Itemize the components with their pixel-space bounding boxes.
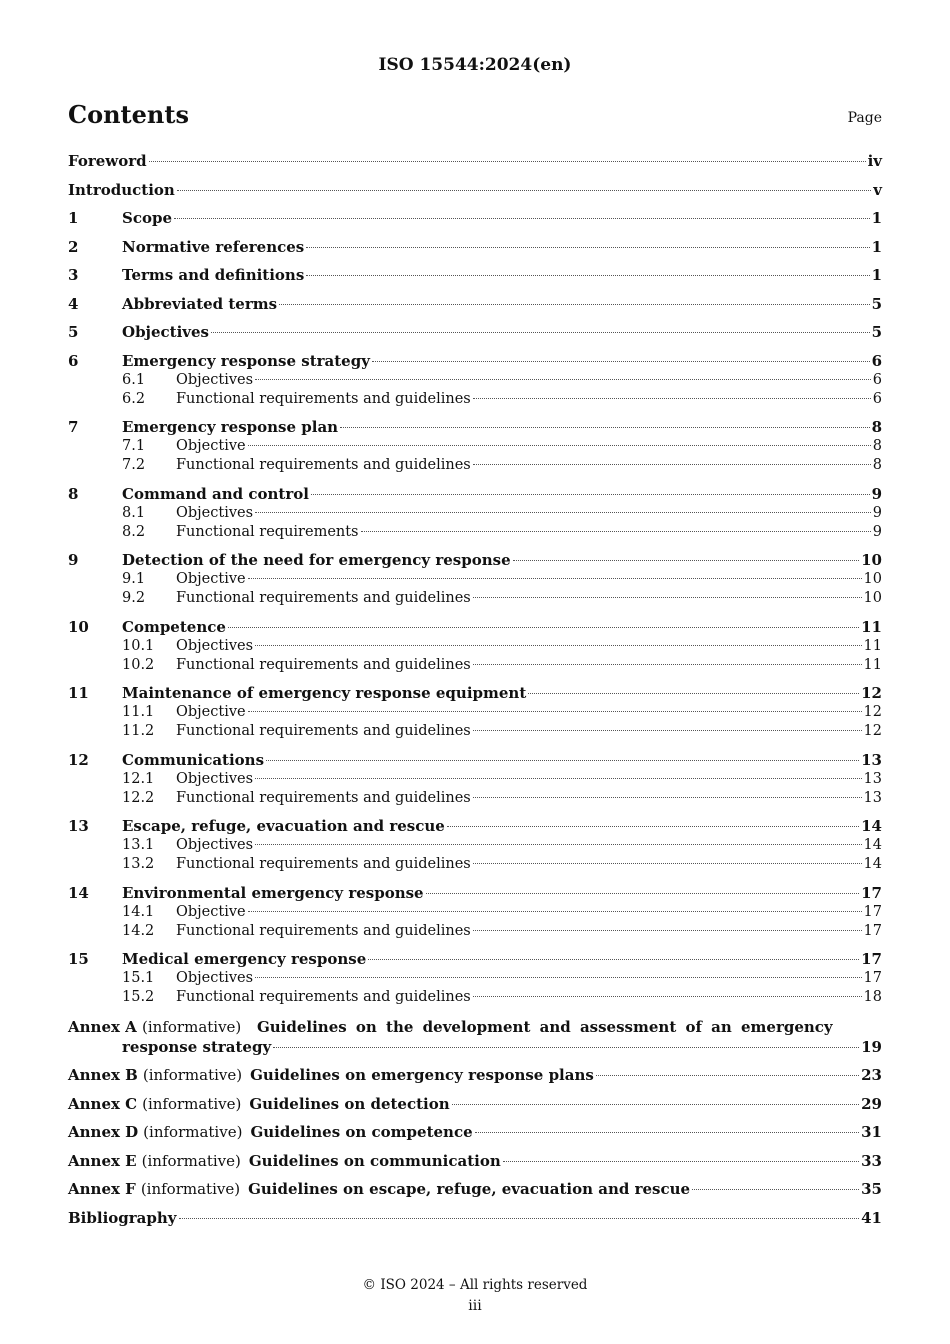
clause-number: 12	[68, 750, 89, 769]
toc-entry-clause-8[interactable]	[68, 485, 882, 504]
toc-entry-page: 11	[863, 637, 882, 654]
clause-number: 2	[68, 237, 79, 256]
clause-number: 14	[68, 883, 89, 902]
toc-entry-clause-10[interactable]	[68, 618, 882, 637]
toc-entry-title: Emergency response plan	[122, 418, 339, 436]
dot-leader	[306, 275, 869, 276]
dot-leader	[279, 304, 869, 305]
toc-entry-page: 9	[872, 523, 882, 540]
toc-entry-page: 9	[872, 504, 882, 521]
toc-entry-annex-b[interactable]	[68, 1066, 882, 1085]
toc-entry-bibliography[interactable]	[68, 1209, 882, 1228]
dot-leader	[255, 977, 862, 978]
dot-leader	[426, 893, 860, 894]
dot-leader	[255, 379, 871, 380]
dot-leader	[255, 844, 862, 845]
toc-entry-clause-12[interactable]	[68, 751, 882, 770]
toc-entry-title: Guidelines on the development and assessment of an emergency	[256, 1017, 833, 1036]
subclause-number: 9.1	[122, 571, 146, 587]
toc-entry-subclause-8-2[interactable]	[68, 523, 882, 542]
toc-entry-clause-1[interactable]	[68, 209, 882, 228]
toc-entry-clause-5[interactable]	[68, 323, 882, 342]
table-of-contents	[68, 152, 882, 1228]
dot-leader	[248, 578, 862, 579]
toc-entry-page: 11	[861, 617, 882, 636]
toc-entry-clause-4[interactable]	[68, 295, 882, 314]
toc-entry-page: 17	[863, 922, 882, 939]
toc-entry-title: Guidelines on competence	[250, 1123, 473, 1141]
toc-entry-title: Abbreviated terms	[122, 294, 278, 313]
toc-entry-title: Objectives	[176, 770, 254, 787]
toc-entry-subclause-12-2[interactable]	[68, 789, 882, 808]
annex-type: (informative)	[142, 1094, 242, 1113]
toc-entry-title: Functional requirements and guidelines	[176, 390, 471, 407]
toc-entry-title: Objectives	[176, 637, 254, 654]
annex-label: Annex E	[68, 1151, 137, 1170]
dot-leader	[528, 693, 859, 694]
clause-number: 7	[68, 418, 79, 436]
subclause-number: 10.1	[122, 637, 155, 654]
toc-entry-title: Detection of the need for emergency response	[122, 551, 511, 569]
toc-entry-subclause-9-2[interactable]	[68, 589, 882, 608]
toc-entry-clause-2[interactable]	[68, 238, 882, 257]
dot-leader	[473, 797, 862, 798]
toc-entry-page: 41	[861, 1208, 882, 1227]
toc-entry-page: 10	[863, 590, 882, 606]
dot-leader	[473, 930, 862, 931]
toc-entry-subclause-13-2[interactable]	[68, 855, 882, 874]
toc-entry-page: 13	[861, 750, 882, 769]
dot-leader	[273, 1047, 859, 1048]
annex-type: (informative)	[140, 1180, 241, 1198]
toc-entry-page: 17	[861, 950, 882, 968]
toc-entry-page: 14	[863, 856, 882, 872]
subclause-number: 13.1	[122, 837, 155, 853]
toc-entry-title: Introduction	[68, 180, 175, 199]
dot-leader	[475, 1132, 860, 1133]
toc-entry-annex-a[interactable]	[68, 1017, 882, 1057]
annex-label: Annex A	[68, 1017, 137, 1036]
subclause-number: 10.2	[122, 656, 155, 673]
page-title: Contents	[68, 100, 189, 129]
toc-entry-page: 18	[863, 989, 882, 1005]
toc-entry-page: 12	[863, 723, 882, 739]
toc-entry-title: Functional requirements and guidelines	[176, 989, 471, 1005]
toc-entry-title: Command and control	[122, 484, 309, 503]
toc-entry-title: Objective	[176, 438, 246, 454]
subclause-number: 12.2	[122, 789, 155, 806]
copyright-footer: © ISO 2024 – All rights reserved	[362, 1277, 588, 1293]
toc-entry-foreword[interactable]	[68, 152, 882, 171]
dot-leader	[473, 464, 871, 465]
annex-type: (informative)	[143, 1123, 243, 1141]
toc-entry-page: 11	[863, 656, 882, 673]
toc-entry-page: 5	[871, 323, 882, 341]
clause-number: 10	[68, 617, 89, 636]
dot-leader	[473, 863, 862, 864]
toc-entry-title: Emergency response strategy	[122, 351, 370, 370]
dot-leader	[361, 531, 871, 532]
toc-entry-title: Functional requirements and guidelines	[176, 656, 471, 673]
toc-entry-title: Objective	[176, 571, 246, 587]
dot-leader	[255, 645, 862, 646]
toc-entry-page: 10	[861, 551, 882, 569]
toc-entry-subclause-7-2[interactable]	[68, 456, 882, 475]
dot-leader	[248, 911, 862, 912]
subclause-number: 6.1	[122, 371, 146, 388]
annex-label: Annex B	[68, 1066, 138, 1084]
dot-leader	[228, 627, 859, 628]
annex-type: (informative)	[142, 1066, 243, 1084]
toc-entry-title: Functional requirements and guidelines	[176, 856, 471, 872]
clause-number: 13	[68, 817, 89, 835]
clause-number: 9	[68, 551, 79, 569]
toc-entry-title: Terms and definitions	[122, 266, 305, 284]
toc-entry-subclause-10-1[interactable]	[68, 637, 882, 656]
dot-leader	[596, 1075, 859, 1076]
clause-number: 3	[68, 266, 79, 284]
dot-leader	[149, 161, 866, 162]
toc-entry-page: 8	[872, 457, 882, 473]
clause-number: 6	[68, 351, 79, 370]
toc-entry-title: Normative references	[122, 237, 305, 256]
toc-entry-page: 1	[871, 237, 882, 256]
toc-entry-title: Functional requirements and guidelines	[176, 723, 471, 739]
dot-leader	[503, 1161, 859, 1162]
toc-entry-subclause-15-1[interactable]	[68, 969, 882, 988]
toc-entry-page: 23	[861, 1066, 882, 1084]
subclause-number: 12.1	[122, 770, 155, 787]
toc-entry-subclause-9-1[interactable]	[68, 570, 882, 589]
subclause-number: 13.2	[122, 856, 155, 872]
clause-number: 5	[68, 323, 79, 341]
annex-label: Annex D	[68, 1123, 139, 1141]
dot-leader	[473, 730, 862, 731]
dot-leader	[473, 664, 862, 665]
dot-leader	[311, 494, 870, 495]
dot-leader	[248, 445, 871, 446]
toc-entry-page: 6	[872, 371, 882, 388]
toc-entry-page: iv	[867, 152, 882, 170]
dot-leader	[340, 427, 869, 428]
toc-entry-title-continued: response strategy	[122, 1037, 272, 1056]
toc-entry-page: 12	[863, 704, 882, 720]
toc-entry-subclause-11-2[interactable]	[68, 722, 882, 741]
subclause-number: 8.2	[122, 523, 146, 540]
dot-leader	[473, 597, 862, 598]
annex-type: (informative)	[142, 1017, 242, 1036]
dot-leader	[211, 332, 870, 333]
page-number: iii	[468, 1298, 482, 1314]
toc-entry-title: Functional requirements and guidelines	[176, 590, 471, 606]
toc-entry-title: Functional requirements and guidelines	[176, 457, 471, 473]
toc-entry-page: 6	[871, 351, 882, 370]
toc-entry-subclause-13-1[interactable]	[68, 836, 882, 855]
toc-entry-title: Guidelines on escape, refuge, evacuation and rescue	[248, 1180, 691, 1198]
subclause-number: 8.1	[122, 504, 146, 521]
annex-label: Annex C	[68, 1094, 138, 1113]
toc-entry-clause-13[interactable]	[68, 817, 882, 836]
toc-entry-title: Medical emergency response	[122, 950, 367, 968]
toc-entry-title: Scope	[122, 209, 173, 227]
toc-entry-page: 14	[863, 837, 882, 853]
toc-entry-title: Guidelines on communication	[248, 1151, 501, 1170]
toc-entry-clause-3[interactable]	[68, 266, 882, 285]
subclause-number: 7.1	[122, 438, 146, 454]
subclause-number: 15.2	[122, 989, 155, 1005]
toc-entry-clause-9[interactable]	[68, 551, 882, 570]
toc-entry-annex-e[interactable]	[68, 1152, 882, 1171]
toc-entry-title: Communications	[122, 750, 265, 769]
toc-entry-subclause-10-2[interactable]	[68, 656, 882, 675]
subclause-number: 9.2	[122, 590, 146, 606]
subclause-number: 14.1	[122, 903, 155, 920]
subclause-number: 15.1	[122, 970, 155, 986]
dot-leader	[447, 826, 859, 827]
toc-entry-title: Environmental emergency response	[122, 883, 424, 902]
annex-type: (informative)	[141, 1151, 241, 1170]
toc-entry-clause-11[interactable]	[68, 684, 882, 703]
dot-leader	[473, 996, 862, 997]
dot-leader	[513, 560, 859, 561]
toc-entry-page: 9	[871, 484, 882, 503]
dot-leader	[306, 247, 869, 248]
toc-entry-page: 10	[863, 571, 882, 587]
dot-leader	[368, 959, 859, 960]
toc-entry-annex-f[interactable]	[68, 1180, 882, 1199]
clause-number: 4	[68, 294, 79, 313]
page-column-label: Page	[847, 110, 882, 126]
toc-entry-subclause-11-1[interactable]	[68, 703, 882, 722]
clause-number: 15	[68, 950, 89, 968]
toc-entry-page: 1	[871, 266, 882, 284]
toc-entry-title: Guidelines on detection	[249, 1094, 450, 1113]
toc-entry-page: 35	[861, 1180, 882, 1198]
toc-entry-subclause-7-1[interactable]	[68, 437, 882, 456]
annex-label: Annex F	[68, 1180, 136, 1198]
subclause-number: 11.2	[122, 723, 155, 739]
toc-entry-title: Objectives	[122, 323, 209, 341]
dot-leader	[255, 512, 871, 513]
toc-entry-subclause-14-1[interactable]	[68, 903, 882, 922]
toc-entry-page: 19	[861, 1037, 882, 1056]
toc-entry-page: 5	[871, 294, 882, 313]
toc-entry-page: 1	[871, 209, 882, 227]
toc-entry-page: 8	[871, 418, 882, 436]
toc-entry-page: 17	[861, 883, 882, 902]
clause-number: 1	[68, 209, 79, 227]
dot-leader	[255, 778, 862, 779]
toc-entry-title: Functional requirements and guidelines	[176, 922, 471, 939]
dot-leader	[266, 760, 859, 761]
toc-entry-title: Objectives	[176, 371, 254, 388]
clause-number: 11	[68, 684, 89, 702]
toc-entry-annex-d[interactable]	[68, 1123, 882, 1142]
toc-entry-title: Objective	[176, 704, 246, 720]
toc-entry-page: 14	[861, 817, 882, 835]
dot-leader	[174, 218, 870, 219]
toc-entry-page: 29	[861, 1094, 882, 1113]
toc-entry-title: Guidelines on emergency response plans	[250, 1066, 594, 1084]
dot-leader	[473, 398, 871, 399]
toc-entry-subclause-6-2[interactable]	[68, 390, 882, 409]
toc-entry-title: Functional requirements and guidelines	[176, 789, 471, 806]
toc-entry-title: Objectives	[176, 837, 254, 853]
toc-entry-subclause-8-1[interactable]	[68, 504, 882, 523]
toc-entry-title: Competence	[122, 617, 226, 636]
subclause-number: 11.1	[122, 704, 155, 720]
dot-leader	[692, 1189, 859, 1190]
toc-entry-title: Objective	[176, 903, 246, 920]
toc-entry-title: Escape, refuge, evacuation and rescue	[122, 817, 445, 835]
toc-entry-page: 12	[861, 684, 882, 702]
document-header: ISO 15544:2024(en)	[378, 55, 572, 75]
dot-leader	[372, 361, 870, 362]
dot-leader	[179, 1218, 860, 1219]
toc-entry-page: 13	[863, 789, 882, 806]
toc-entry-subclause-6-1[interactable]	[68, 371, 882, 390]
toc-entry-page: 33	[861, 1151, 882, 1170]
toc-entry-clause-14[interactable]	[68, 884, 882, 903]
dot-leader	[452, 1104, 859, 1105]
toc-entry-page: 31	[861, 1123, 882, 1141]
clause-number: 8	[68, 484, 79, 503]
toc-entry-subclause-12-1[interactable]	[68, 770, 882, 789]
toc-entry-title: Foreword	[68, 152, 147, 170]
toc-entry-page: 17	[863, 970, 882, 986]
toc-entry-page: 8	[872, 438, 882, 454]
toc-entry-title: Objectives	[176, 504, 254, 521]
subclause-number: 6.2	[122, 390, 146, 407]
toc-entry-title: Bibliography	[68, 1208, 177, 1227]
toc-entry-subclause-15-2[interactable]	[68, 988, 882, 1007]
toc-entry-annex-c[interactable]	[68, 1095, 882, 1114]
toc-entry-page: v	[873, 180, 882, 199]
toc-entry-page: 17	[863, 903, 882, 920]
toc-entry-title: Objectives	[176, 970, 254, 986]
toc-entry-title: Maintenance of emergency response equipment	[122, 684, 527, 702]
dot-leader	[248, 711, 862, 712]
toc-entry-page: 6	[872, 390, 882, 407]
toc-entry-clause-6[interactable]	[68, 352, 882, 371]
toc-entry-subclause-14-2[interactable]	[68, 922, 882, 941]
toc-entry-title: Functional requirements	[176, 523, 359, 540]
toc-entry-clause-15[interactable]	[68, 950, 882, 969]
subclause-number: 14.2	[122, 922, 155, 939]
toc-entry-page: 13	[863, 770, 882, 787]
toc-entry-clause-7[interactable]	[68, 418, 882, 437]
toc-entry-introduction[interactable]	[68, 181, 882, 200]
subclause-number: 7.2	[122, 457, 146, 473]
dot-leader	[177, 190, 871, 191]
